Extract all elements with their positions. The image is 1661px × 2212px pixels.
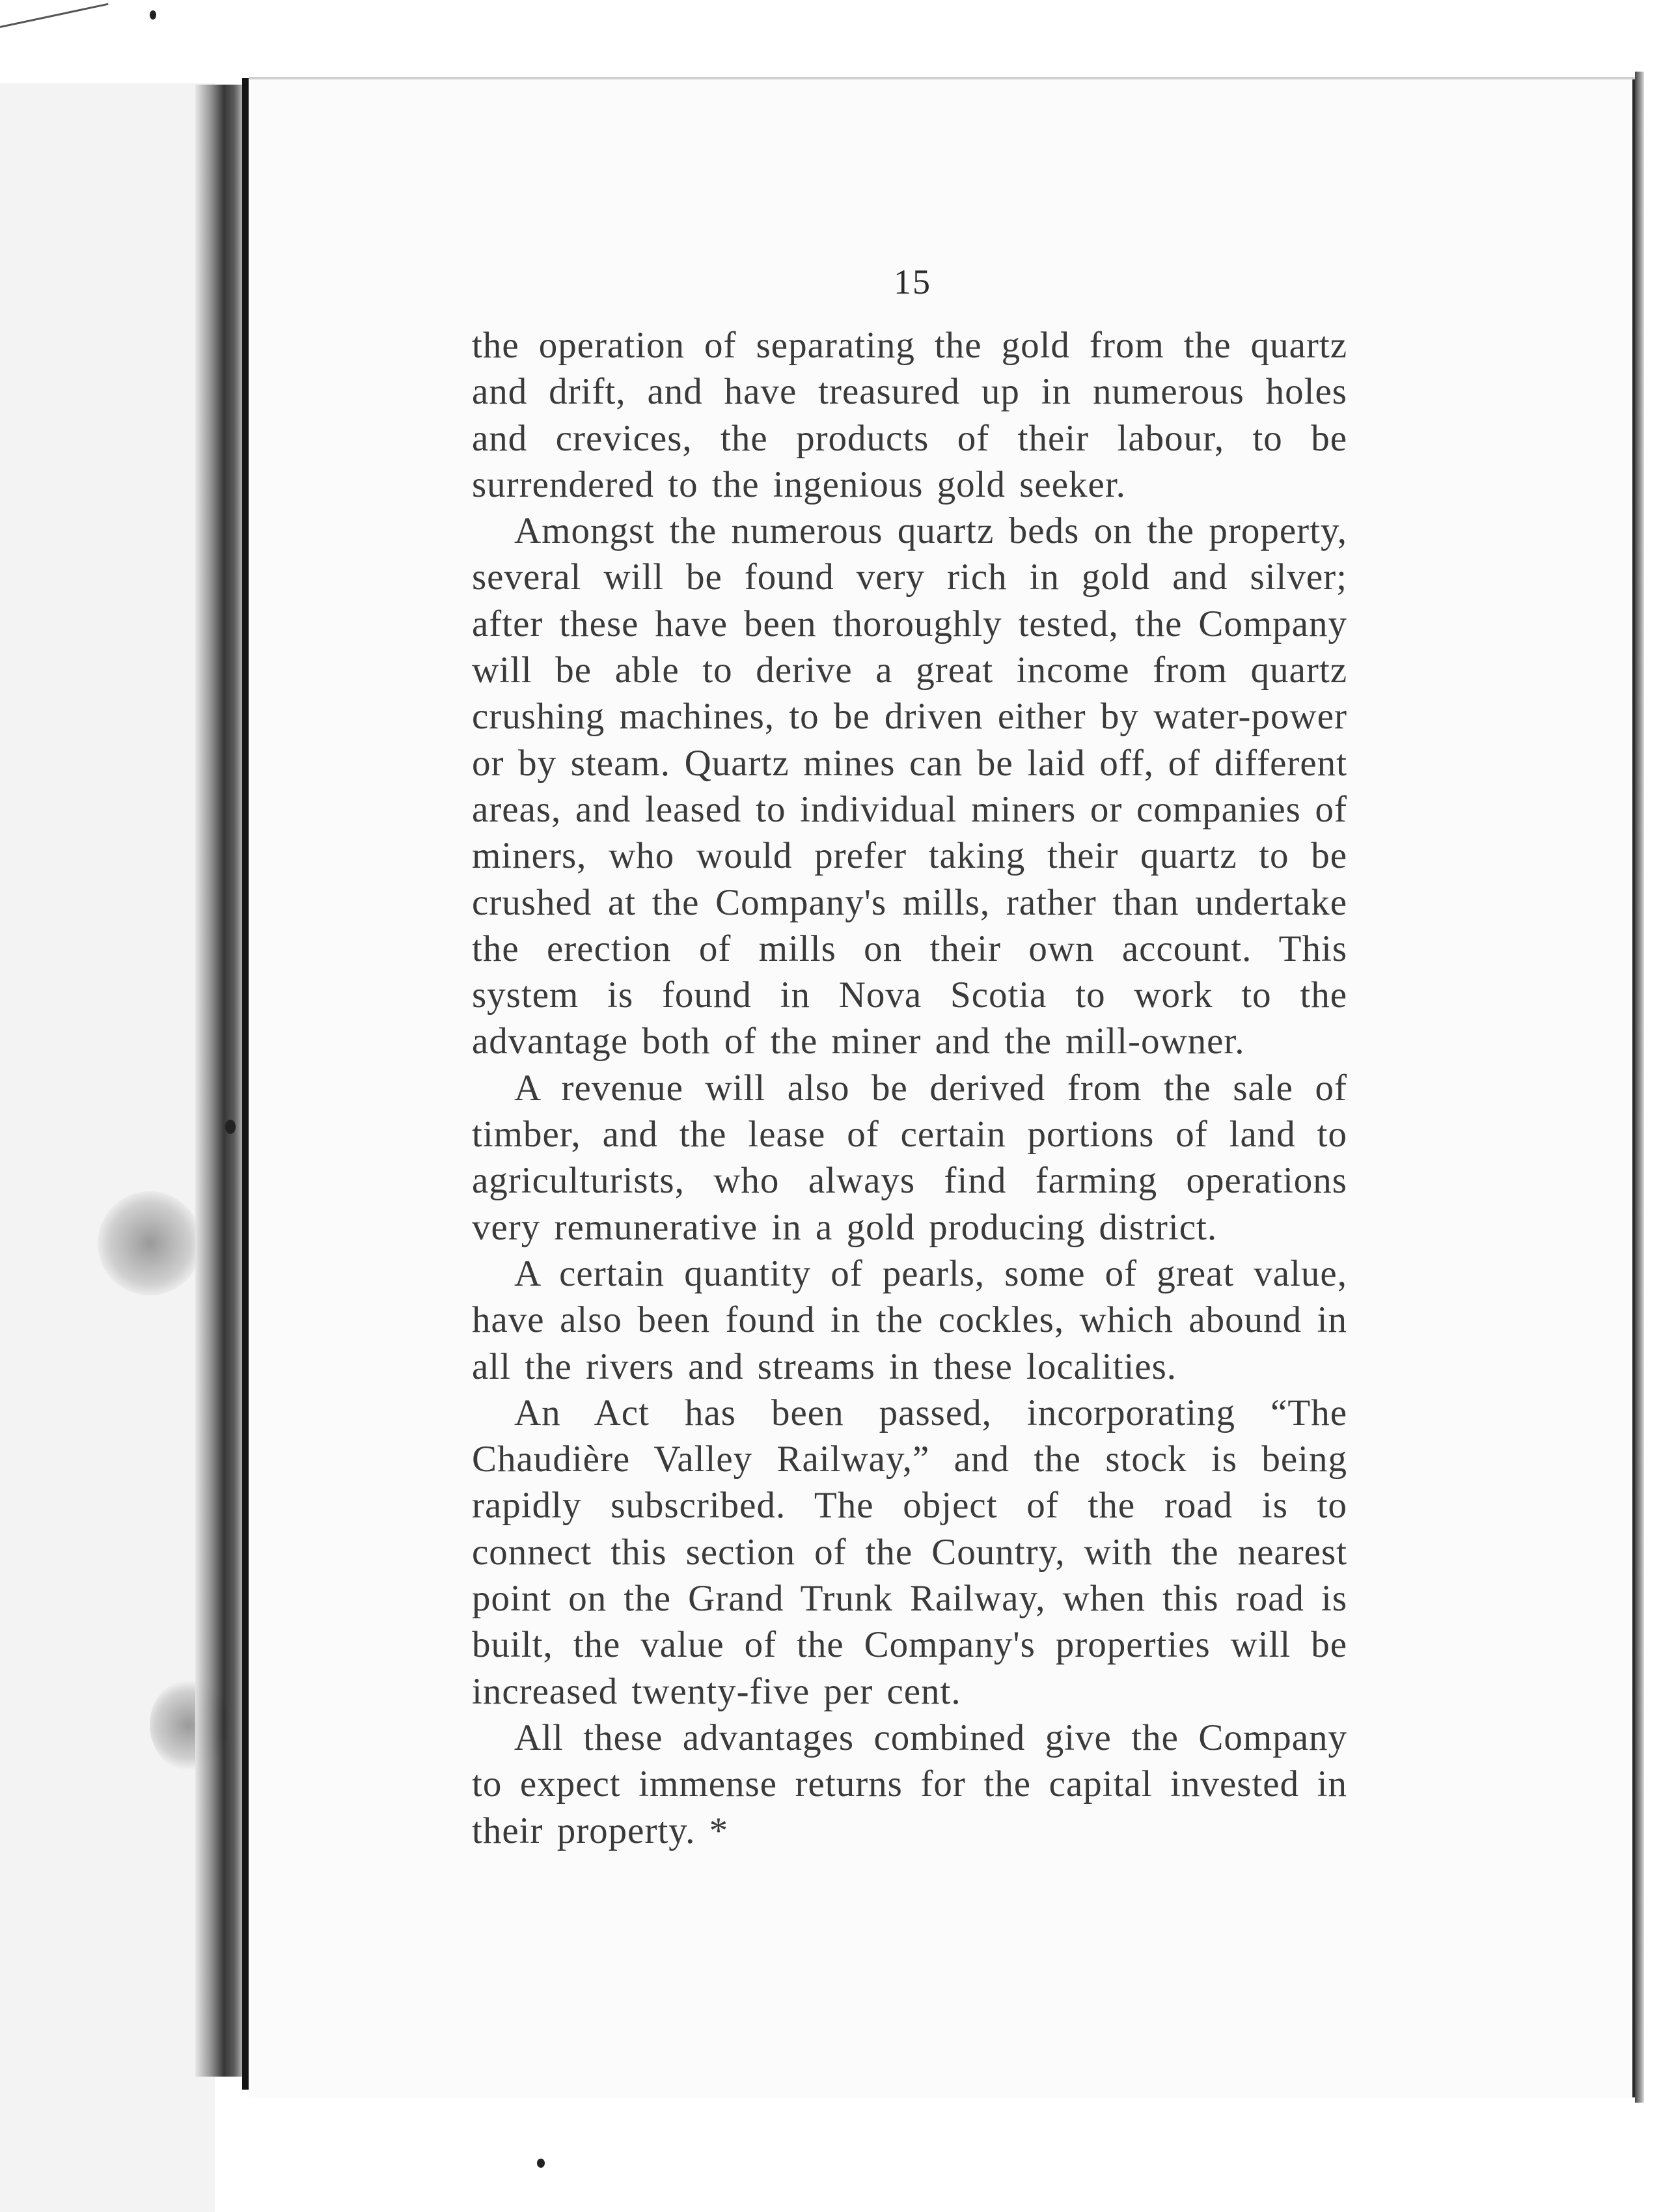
paragraph: A certain quantity of pearls, some of great value, have also been found in the cockles, which abound in all the rivers and streams in these localities.	[472, 1252, 1347, 1387]
binding-gutter	[195, 85, 247, 2077]
paragraph: Amongst the numerous quartz beds on the property, several will be found very rich in gold and silver; after these have been thoroughly tested, the Company will be able to derive a great income from quartz crushing machines, to be driven either by water-power or by steam. Quartz mines can be laid off, of different areas, and leased to individual miners or companies of miners, who would prefer taking their quartz to be crushed at the Company's mills, rather than undertake the erection of mills on their own account. This system is found in Nova Scotia to work to the advantage both of the miner and the mill-owner.	[472, 510, 1347, 1062]
body-text	[472, 322, 1347, 1854]
scan-artifact-line	[0, 3, 109, 28]
left-blank-leaf	[0, 83, 215, 2212]
paragraph: All these advantages combined give the Company to expect immense returns for the capital invested in their property. *	[472, 1717, 1347, 1851]
paragraph: A revenue will also be derived from the sale of timber, and the lease of certain portions of land to agriculturists, who always find farming operations very remunerative in a gold producing district.	[472, 1067, 1347, 1248]
page-right-edge	[1635, 72, 1644, 2103]
scan-blot	[98, 1191, 202, 1295]
scan-speck	[537, 2159, 545, 2168]
page-left-edge	[242, 78, 249, 2090]
scan-speck	[225, 1120, 236, 1134]
paragraph: the operation of separating the gold from the quartz and drift, and have treasured up in numerous holes and crevices, the products of their labour, to be surrendered to the ingenious gold seeker.	[472, 325, 1347, 505]
page-number: 15	[894, 262, 931, 301]
scan-speck	[150, 10, 156, 20]
paragraph: An Act has been passed, incorporating “The Chaudière Valley Railway,” and the stock is being rapidly subscribed. The object of the road is to connect this section of the Country, with the nearest point on the Grand Trunk Railway, when this road is built, the value of the Company's properties will be increased twenty-five per cent.	[472, 1392, 1347, 1712]
